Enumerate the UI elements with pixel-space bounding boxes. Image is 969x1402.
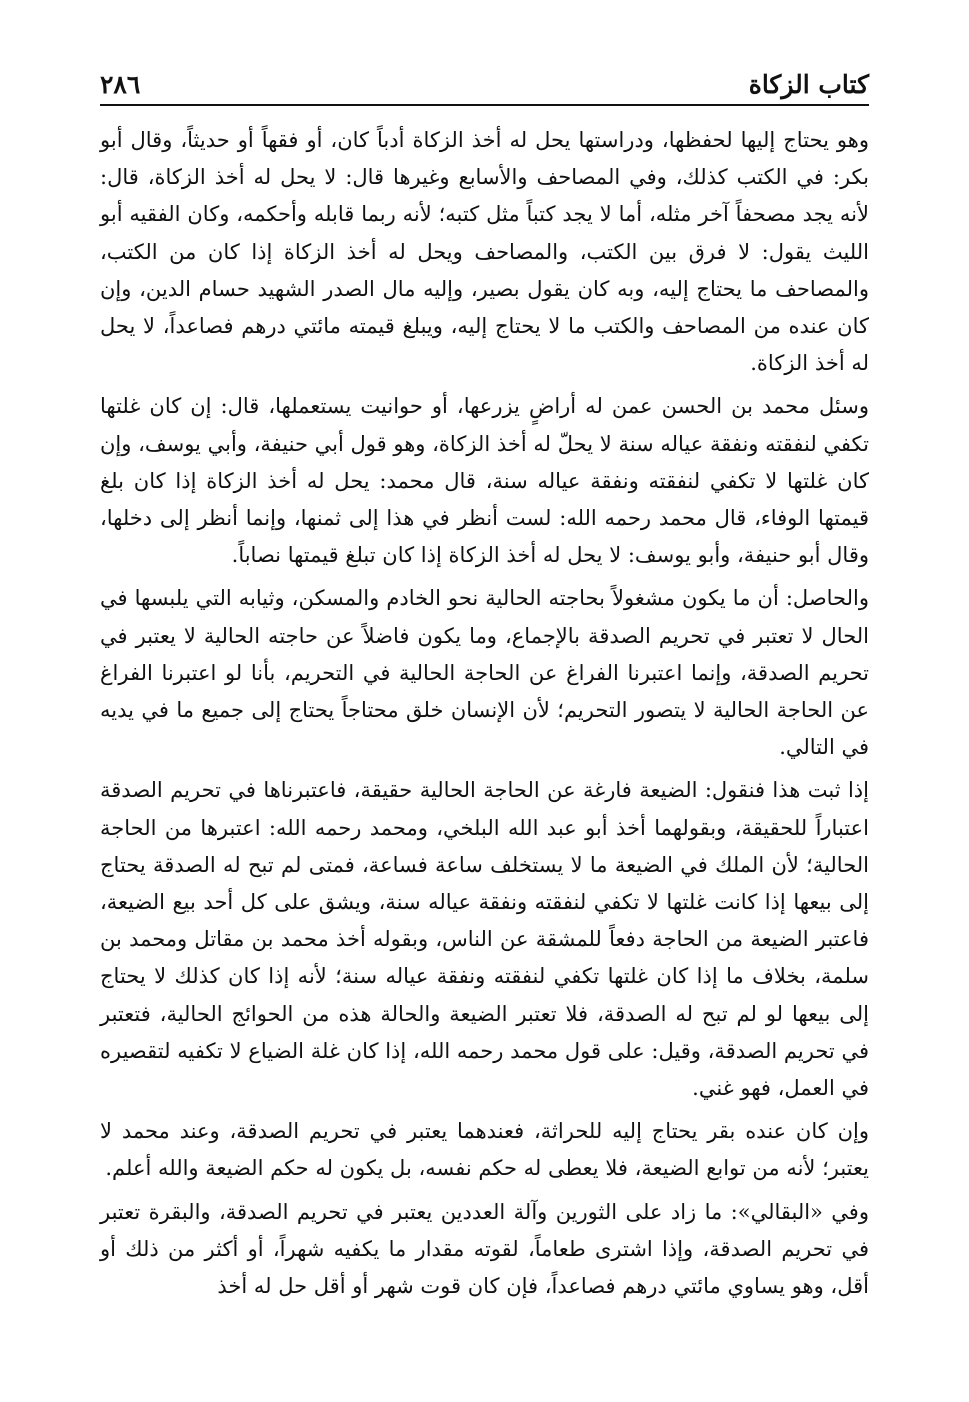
paragraph: إذا ثبت هذا فنقول: الضيعة فارغة عن الحاجة الحالية حقيقة، فاعتبرناها في تحريم الصدقة اعتباراً للحقيقة، وبقولهما أخذ أبو عبد الله البلخي، ومحمد رحمه الله: اعتبرها من الحاجة الحالية؛ لأن الملك في الضيعة ما لا يستخلف ساعة فساعة، فمتى لم تبح له الصدقة يحتاج إلى بيعها إذا كانت غلتها لا تكفي لنفقته ونفقة عياله سنة، ويشق على كل أحد بيع الضيعة، فاعتبر الضيعة من الحاجة دفعاً للمشقة عن الناس، وبقوله أخذ محمد بن مقاتل ومحمد بن سلمة، بخلاف ما إذا كان غلتها تكفي لنفقته ونفقة عياله سنة؛ لأنه إذا كان كذلك لا يحتاج إلى بيعها لو لم تبح له الصدقة، فلا تعتبر الضيعة والحالة هذه من الحوائج الحالية، فتعتبر في تحريم الصدقة، وقيل: على قول محمد رحمه الله، إذا كان غلة الضياع لا تكفيه لتقصيره في العمل، فهو غني. — [100, 778, 869, 1101]
page-number: ٢٨٦ — [100, 70, 141, 99]
paragraph: وفي «البقالي»: ما زاد على الثورين وآلة العددين يعتبر في تحريم الصدقة، والبقرة تعتبر في تحريم الصدقة، وإذا اشترى طعاماً، لقوته مقدار ما يكفيه شهراً، أو أكثر من ذلك أو أقل، وهو يساوي مائتي درهم فصاعداً، فإن كان قوت شهر أو أقل حل له أخذ — [100, 1199, 869, 1299]
page-header — [100, 60, 869, 100]
paragraph: وإن كان عنده بقر يحتاج إليه للحراثة، فعندهما يعتبر في تحريم الصدقة، وعند محمد لا يعتبر؛ لأنه من توابع الضيعة، فلا يعطى له حكم نفسه، بل يكون له حكم الضيعة والله أعلم. — [100, 1119, 869, 1181]
body-text — [100, 122, 869, 1311]
header-rule — [100, 104, 869, 106]
running-title: كتاب الزكاة — [748, 70, 869, 99]
paragraph: والحاصل: أن ما يكون مشغولاً بحاجته الحالية نحو الخادم والمسكن، وثيابه التي يلبسها في الحال لا تعتبر في تحريم الصدقة بالإجماع، وما يكون فاضلاً عن حاجته الحالية لا يعتبر في تحريم الصدقة، وإنما اعتبرنا الفراغ عن الحاجة الحالية في التحريم، بأنا لو اعتبرنا الفراغ عن الحاجة الحالية لا يتصور التحريم؛ لأن الإنسان خلق محتاجاً يحتاج إلى جميع ما في يديه في التالي. — [100, 586, 869, 760]
paragraph: وسئل محمد بن الحسن عمن له أراضٍ يزرعها، أو حوانيت يستعملها، قال: إن كان غلتها تكفي لنفقته ونفقة عياله سنة لا يحلّ له أخذ الزكاة، وهو قول أبي حنيفة، وأبي يوسف، وإن كان غلتها لا تكفي لنفقته ونفقة عياله سنة، قال محمد: يحل له أخذ الزكاة إذا كان بلغ قيمتها الوفاء، قال محمد رحمه الله: لست أنظر في هذا إلى ثمنها، وإنما أنظر إلى دخلها، وقال أبو حنيفة، وأبو يوسف: لا يحل له أخذ الزكاة إذا كان تبلغ قيمتها نصاباً. — [100, 394, 869, 568]
paragraph: وهو يحتاج إليها لحفظها، ودراستها يحل له أخذ الزكاة أدباً كان، أو فقهاً أو حديثاً، وقال أبو بكر: في الكتب كذلك، وفي المصاحف والأسابع وغيرها قال: لا يحل له أخذ الزكاة، قال: لأنه يجد مصحفاً آخر مثله، أما لا يجد كتباً مثل كتبه؛ لأنه ربما قابله وأحكمه، وكان الفقيه أبو الليث يقول: لا فرق بين الكتب، والمصاحف ويحل له أخذ الزكاة إذا كان من الكتب، والمصاحف ما يحتاج إليه، وبه كان يقول بصير، وإليه مال الصدر الشهيد حسام الدين، وإن كان عنده من المصاحف والكتب ما لا يحتاج إليه، ويبلغ قيمته مائتي درهم فصاعداً، لا يحل له أخذ الزكاة. — [100, 128, 870, 376]
